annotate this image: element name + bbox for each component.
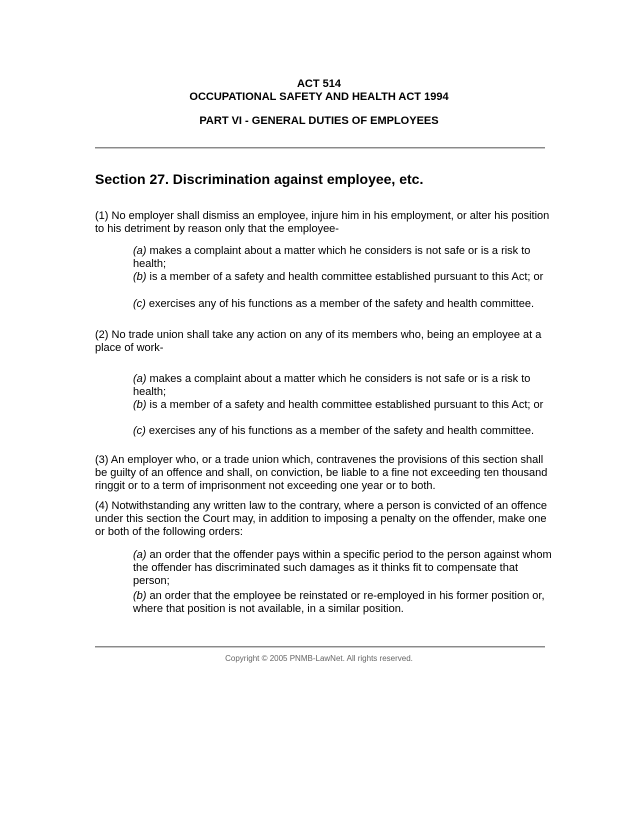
subsection-2-item-c (133, 425, 553, 438)
part-title: PART VI - GENERAL DUTIES OF EMPLOYEES (199, 115, 439, 127)
item-text: an order that the employee be reinstated or re-employed in his former position or, where that position is not available, in a similar position. (133, 590, 545, 615)
subsection-1-item-c (133, 298, 553, 311)
item-text: exercises any of his functions as a member of the safety and health committee. (145, 298, 535, 310)
item-label: (a) (133, 549, 147, 561)
section-title: Section 27. Discrimination against employee, etc. (95, 171, 424, 187)
act-title: OCCUPATIONAL SAFETY AND HEALTH ACT 1994 (189, 91, 449, 103)
subsection-1: (1) No employer shall dismiss an employee, injure him in his employment, or alter his position to his detriment by reason only that the employee- (95, 210, 550, 235)
item-text: an order that the offender pays within a specific period to the person against whom the offender has discriminated such damages as it thinks fit to compensate that person; (133, 549, 552, 587)
subsection-1-item-b (133, 271, 553, 284)
subsection-4: (4) Notwithstanding any written law to the contrary, where a person is convicted of an offence under this section the Court may, in addition to imposing a penalty on the offender, make one or both of the following orders: (95, 500, 548, 538)
item-label: (c) (133, 425, 146, 437)
subsection-4-item-b (133, 590, 553, 616)
item-label: (b) (133, 271, 147, 283)
copyright-footer: Copyright © 2005 PNMB-LawNet. All rights reserved. (225, 654, 413, 663)
item-label: (a) (133, 373, 147, 385)
item-label: (c) (133, 298, 146, 310)
item-label: (b) (133, 590, 147, 602)
item-text: makes a complaint about a matter which he considers is not safe or is a risk to health; (133, 245, 531, 270)
item-label: (a) (133, 245, 147, 257)
top-divider (95, 147, 545, 149)
item-text: exercises any of his functions as a member of the safety and health committee. (145, 425, 535, 437)
item-label: (b) (133, 399, 147, 411)
bottom-divider (95, 646, 545, 648)
subsection-2: (2) No trade union shall take any action on any of its members who, being an employee at a place of work- (95, 329, 542, 354)
subsection-4-item-a (133, 549, 553, 588)
subsection-2-item-a (133, 373, 553, 399)
item-text: is a member of a safety and health committee established pursuant to this Act; or (146, 271, 544, 283)
subsection-1-item-a (133, 245, 553, 271)
subsection-2-item-b (133, 399, 553, 412)
item-text: is a member of a safety and health committee established pursuant to this Act; or (146, 399, 544, 411)
subsection-3: (3) An employer who, or a trade union which, contravenes the provisions of this section shall be guilty of an offence and shall, on conviction, be liable to a fine not exceeding ten thousand ringgit or to a term of imprisonment not exceeding one year or to both. (95, 454, 548, 492)
act-number: ACT 514 (296, 78, 342, 90)
item-text: makes a complaint about a matter which he considers is not safe or is a risk to health; (133, 373, 531, 398)
